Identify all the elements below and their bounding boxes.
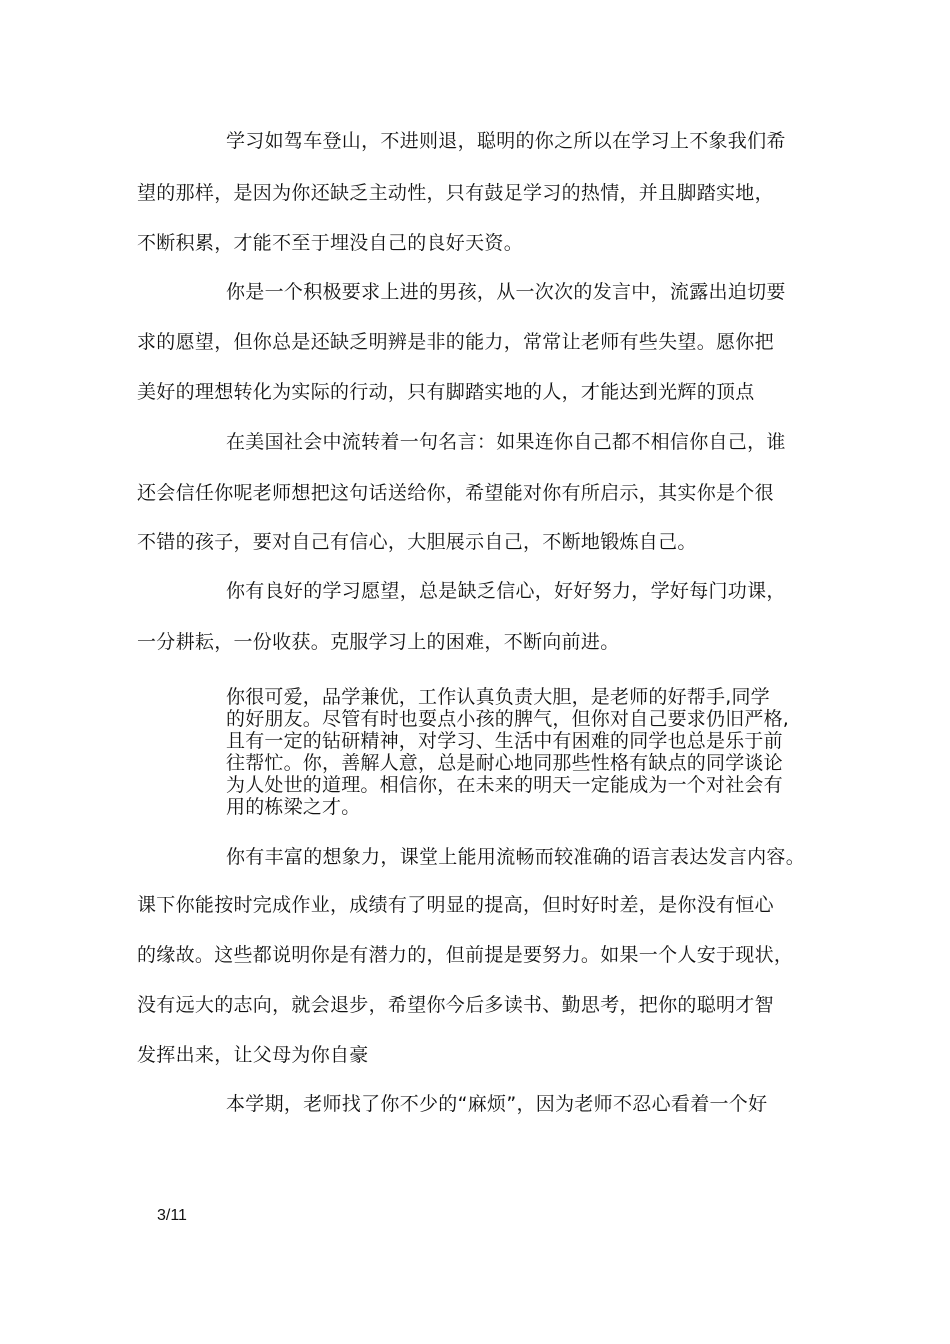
- paragraph-5-line-6: 用的栋梁之才。: [226, 796, 361, 818]
- paragraph-6-line-1: 你有丰富的想象力，课堂上能用流畅而较准确的语言表达发言内容。: [226, 846, 806, 868]
- paragraph-3-line-2: 还会信任你呢老师想把这句话送给你，希望能对你有所启示，其实你是个很: [137, 482, 774, 504]
- paragraph-1-line-1: 学习如驾车登山，不进则退，聪明的你之所以在学习上不象我们希: [226, 130, 786, 152]
- paragraph-2-line-1: 你是一个积极要求上进的男孩，从一次次的发言中，流露出迫切要: [226, 281, 786, 303]
- paragraph-4-line-1: 你有良好的学习愿望，总是缺乏信心，好好努力，学好每门功课，: [226, 580, 786, 602]
- paragraph-7-line-1: 本学期，老师找了你不少的“麻烦”，因为老师不忍心看着一个好: [226, 1093, 768, 1115]
- paragraph-6-line-3: 的缘故。这些都说明你是有潜力的，但前提是要努力。如果一个人安于现状，: [137, 944, 794, 966]
- paragraph-5-line-2: 的好朋友。尽管有时也耍点小孩的脾气，但你对自己要求仍旧严格,: [226, 708, 790, 730]
- indented-paragraph-block: [226, 686, 826, 818]
- paragraph-5-line-1: 你很可爱，品学兼优，工作认真负责大胆，是老师的好帮手,同学: [226, 686, 770, 708]
- paragraph-1-line-3: 不断积累，才能不至于埋没自己的良好天资。: [137, 232, 524, 254]
- paragraph-3-line-1: 在美国社会中流转着一句名言：如果连你自己都不相信你自己，谁: [226, 431, 786, 453]
- paragraph-2-line-2: 求的愿望，但你总是还缺乏明辨是非的能力，常常让老师有些失望。愿你把: [137, 331, 774, 353]
- page-number: 3/11: [157, 1207, 187, 1224]
- paragraph-5-line-4: 往帮忙。你，善解人意，总是耐心地同那些性格有缺点的同学谈论: [226, 752, 783, 774]
- paragraph-6-line-2: 课下你能按时完成作业，成绩有了明显的提高，但时好时差，是你没有恒心: [137, 894, 774, 916]
- paragraph-4-line-2: 一分耕耘，一份收获。克服学习上的困难，不断向前进。: [137, 631, 620, 653]
- paragraph-6-line-4: 没有远大的志向，就会退步，希望你今后多读书、勤思考，把你的聪明才智: [137, 994, 774, 1016]
- paragraph-5-line-3: 且有一定的钻研精神，对学习、生活中有困难的同学也总是乐于前: [226, 730, 783, 752]
- paragraph-6-line-5: 发挥出来，让父母为你自豪: [137, 1044, 369, 1066]
- paragraph-5-line-5: 为人处世的道理。相信你，在未来的明天一定能成为一个对社会有: [226, 774, 783, 796]
- paragraph-1-line-2: 望的那样，是因为你还缺乏主动性，只有鼓足学习的热情，并且脚踏实地，: [137, 182, 774, 204]
- paragraph-3-line-3: 不错的孩子，要对自己有信心，大胆展示自己，不断地锻炼自己。: [137, 531, 697, 553]
- paragraph-2-line-3: 美好的理想转化为实际的行动，只有脚踏实地的人，才能达到光辉的顶点: [137, 381, 755, 403]
